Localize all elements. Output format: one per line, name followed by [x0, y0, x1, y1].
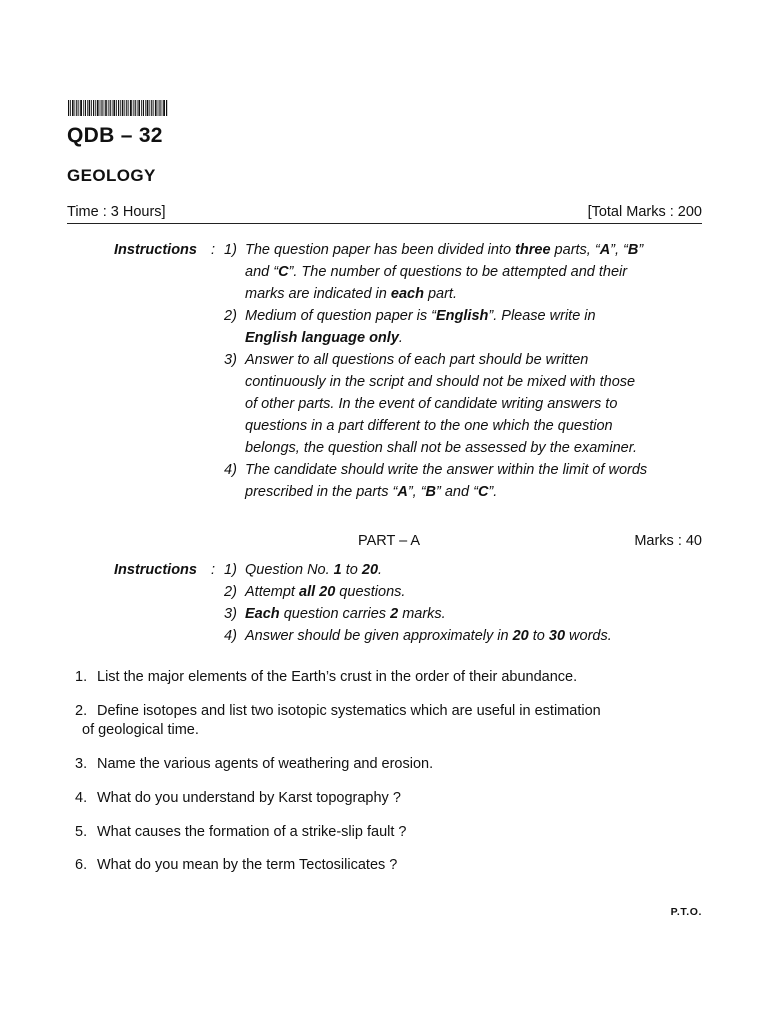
instruction-number: 2) — [224, 584, 237, 600]
question-number: 4. — [75, 790, 88, 806]
instructions-label: Instructions — [114, 242, 197, 258]
time-duration: Time : 3 Hours] — [67, 204, 166, 220]
instruction-number: 4) — [224, 628, 237, 644]
instruction-number: 3) — [224, 606, 237, 622]
instruction-text: Each question carries 2 marks. — [245, 606, 446, 622]
please-turn-over: P.T.O. — [670, 906, 702, 918]
instruction-number: 2) — [224, 308, 237, 324]
question-number: 5. — [75, 824, 88, 840]
part-title: PART – A — [358, 533, 421, 549]
instruction-text: Answer to all questions of each part should be written continuously in the script and should not be mixed with those of other parts. In the event of candidate writing answers to questions in a part different to the one which the question belongs, the question shall not be assessed by the examiner. — [245, 352, 638, 456]
header-divider — [67, 223, 702, 224]
question-text: What do you mean by the term Tectosilicates ? — [97, 857, 398, 873]
paper-code: QDB – 32 — [67, 124, 163, 147]
part-a-instructions — [114, 559, 714, 647]
instruction-text: Medium of question paper is “English”. Please write in English language only. — [245, 308, 596, 346]
instructions-colon: : — [211, 562, 216, 578]
instructions-label: Instructions — [114, 562, 197, 578]
instruction-item — [114, 459, 714, 503]
instruction-number: 3) — [224, 352, 237, 368]
instruction-item — [114, 349, 714, 459]
question-number: 3. — [75, 756, 88, 772]
question-text: Name the various agents of weathering and erosion. — [97, 756, 434, 772]
question-text-continued: of geological time. — [82, 722, 199, 738]
instruction-text: The candidate should write the answer within the limit of words prescribed in the parts “A”, “B” and “C”. — [245, 462, 648, 500]
barcode-icon — [68, 100, 168, 116]
instruction-item — [114, 603, 714, 625]
question-number: 6. — [75, 857, 88, 873]
instructions-colon: : — [211, 242, 216, 258]
question-text: What causes the formation of a strike-slip fault ? — [97, 824, 407, 840]
instruction-text: Question No. 1 to 20. — [245, 562, 383, 578]
question-text: Define isotopes and list two isotopic systematics which are useful in estimation — [97, 703, 601, 719]
question-number: 1. — [75, 669, 88, 685]
general-instructions — [114, 239, 714, 503]
instruction-number: 1) — [224, 242, 237, 258]
subject-title: GEOLOGY — [67, 166, 156, 185]
instruction-item — [114, 559, 714, 581]
instruction-item — [114, 625, 714, 647]
instruction-text: Answer should be given approximately in 20 to 30 words. — [245, 628, 612, 644]
instruction-item — [114, 239, 714, 305]
instruction-text: Attempt all 20 questions. — [245, 584, 406, 600]
part-marks: Marks : 40 — [634, 533, 702, 549]
instruction-text: The question paper has been divided into three parts, “A”, “B” and “C”. The number of questions to be attempted and their marks are indicated in each part. — [245, 242, 644, 302]
total-marks: [Total Marks : 200 — [587, 204, 702, 220]
question-number: 2. — [75, 703, 88, 719]
instruction-number: 1) — [224, 562, 237, 578]
instruction-number: 4) — [224, 462, 237, 478]
instruction-item — [114, 305, 714, 349]
question-text: List the major elements of the Earth’s crust in the order of their abundance. — [97, 669, 578, 685]
question-text: What do you understand by Karst topography ? — [97, 790, 401, 806]
instruction-item — [114, 581, 714, 603]
